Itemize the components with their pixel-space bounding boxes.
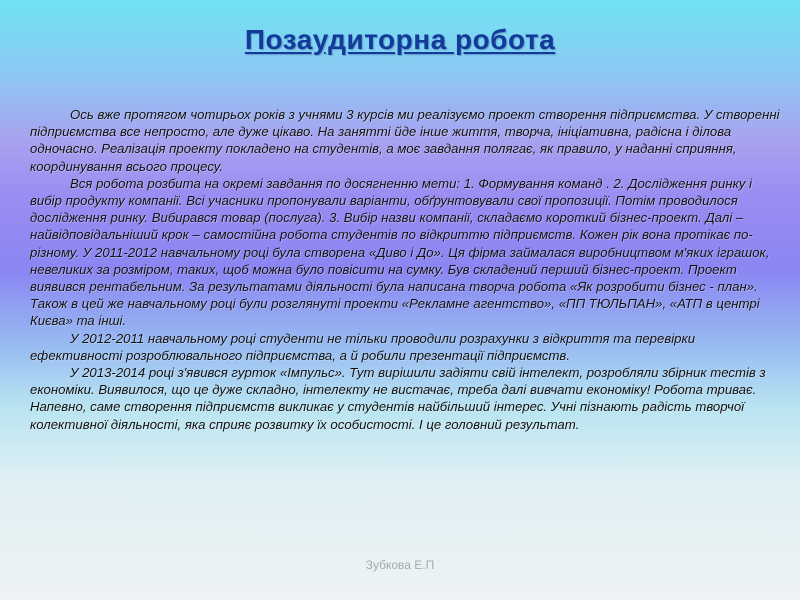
paragraph-4: У 2013-2014 році з'явився гурток «Імпульс». Тут вирішили задіяти свій інтелект, розробляли збірник тестів з економіки. Виявилося, що це дуже складно, інтелекту не вистачає, треба далі вивчати економіку! Робота триває. Напевно, саме створення підприємств викликає у студентів найбільший інтерес. Учні пізнають радість творчої колективної діяльності, яка сприяє розвитку їх особистості. І це головний результат.	[30, 365, 766, 432]
slide-title: Позаудиторна робота	[244, 24, 556, 55]
paragraph-2: Вся робота розбита на окремі завдання по досягненню мети: 1. Формування команд . 2. Дослідження ринку і вибір продукту компанії. Всі учасники пропонували варіанти, обґрунтовували свої пропозиції. Потім проводилося дослідження ринку. Вибирався товар (послуга). 3. Вибір назви компанії, складаємо короткий бізнес-проект. Далі – найвідповідальніший крок – самостійна робота студентів по відкриттю підприємств. Кожен рік вона протікає по-різному. У 2011-2012 навчальному році була створена «Диво і До». Ця фірма займалася виробництвом м'яких іграшок, невеликих за розміром, таких, щоб можна було повісити на сумку. Був складений перший бізнес-проект. Проект виявився рентабельним. За результатами діяльності була написана творча робота «Як розробити бізнес - план». Також в цей же навчальному році були розглянуті проекти «Рекламне агентство», «ПП ТЮЛЬПАН», «АТП в центрі Києва» та інші.	[30, 175, 770, 329]
slide-body	[30, 106, 780, 433]
footer-author: Зубкова Е.П	[365, 558, 435, 572]
paragraph-3: У 2012-2011 навчальному році студенти не тільки проводили розрахунки з відкриття та перевірки ефективності розроблювального підприємства, а й робили презентації підприємств.	[30, 330, 696, 363]
paragraph-1: Ось вже протягом чотирьох років з учнями 3 курсів ми реалізуємо проект створення підприємства. У створенні підприємства все непросто, але дуже цікаво. На занятті йде інше життя, творча, ініціативна, радісна і ділова одночасно. Реалізація проекту покладено на студентів, а моє завдання полягає, як правило, у наданні сприяння, координування всього процесу.	[30, 107, 780, 174]
